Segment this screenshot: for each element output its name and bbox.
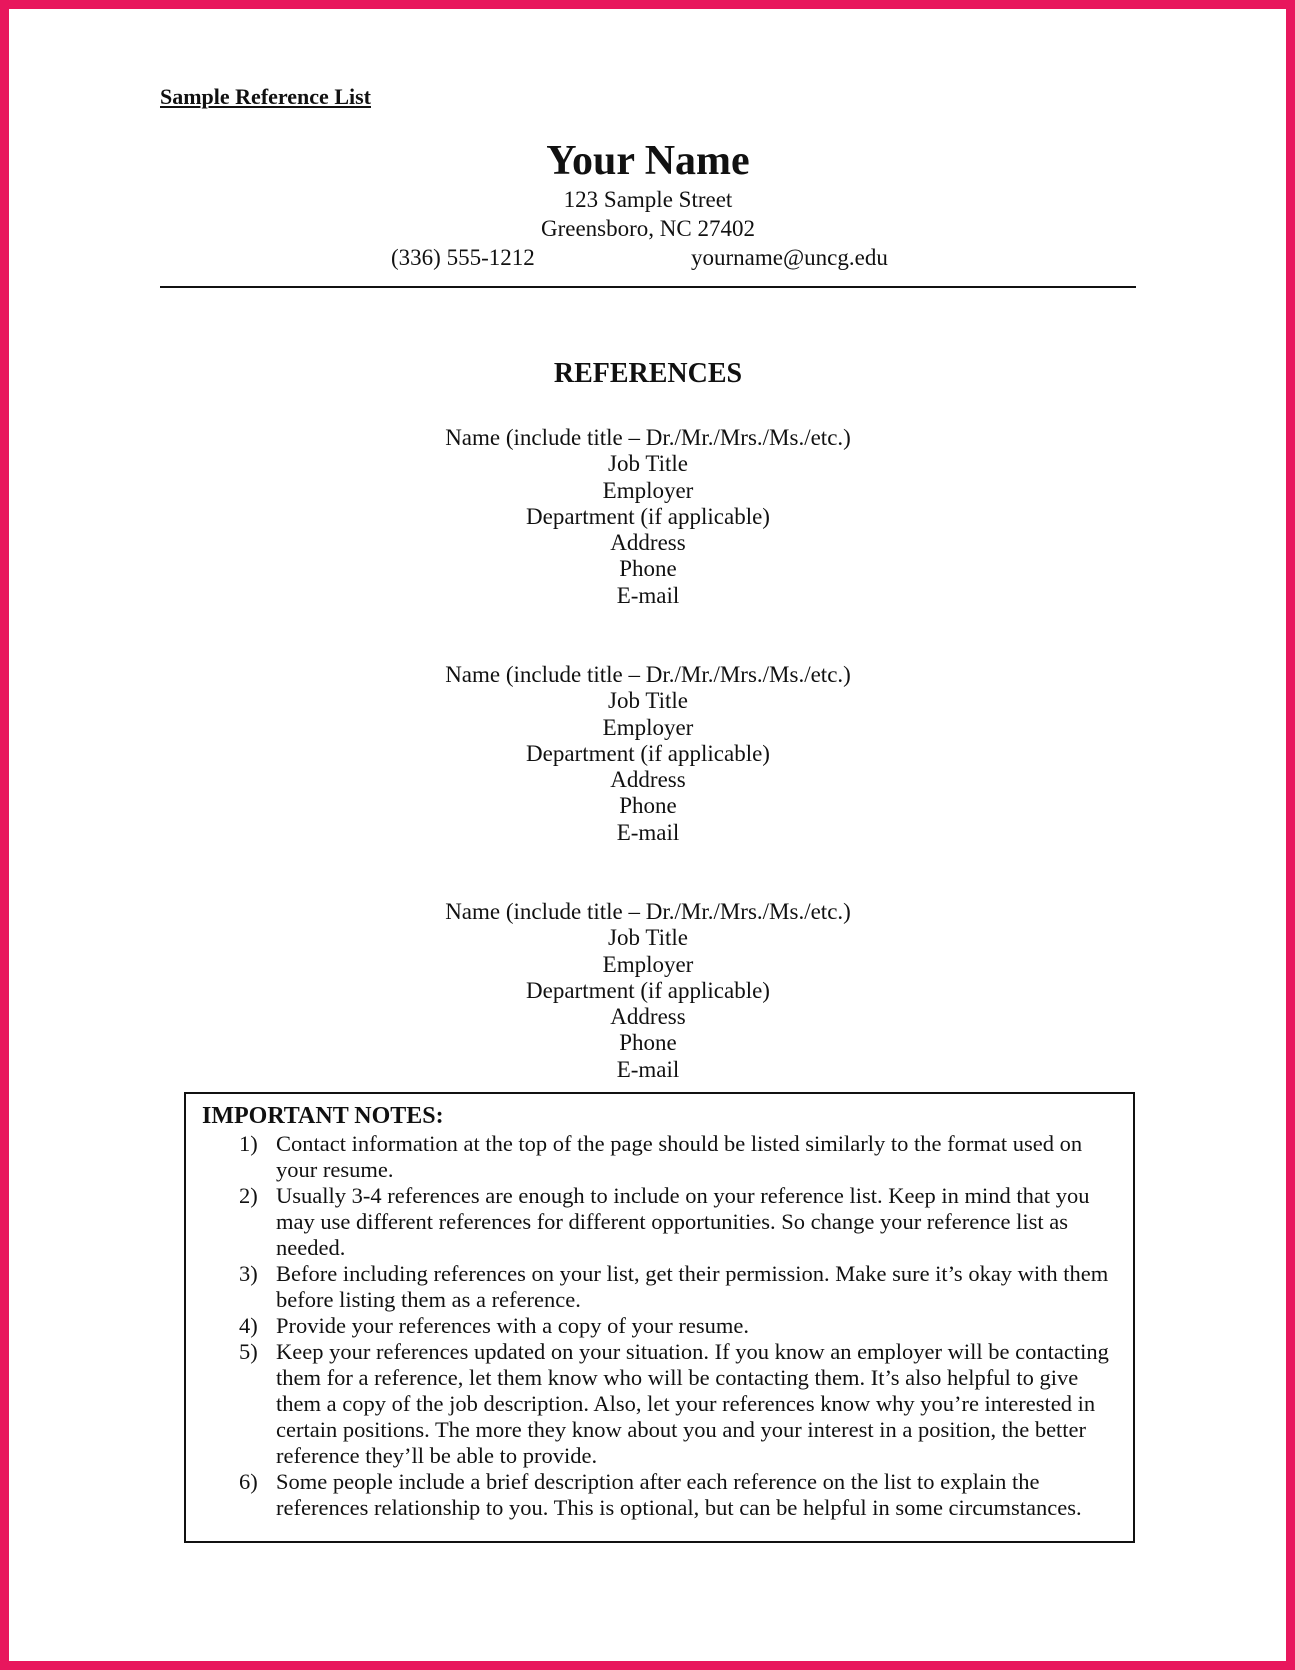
reference-department: Department (if applicable) [526,977,770,1003]
note-number: 2) [239,1183,258,1208]
note-number: 3) [239,1261,258,1286]
reference-employer: Employer [602,714,694,740]
header-divider [160,286,1136,288]
note-text: Some people include a brief description after each reference on the list to explain the references relationship to you. This is optional, but can be helpful in some circumstances. [276,1469,1082,1520]
header-phone: (336) 555-1212 [391,245,535,270]
note-item [202,1313,1119,1339]
note-text: Provide your references with a copy of your resume. [276,1313,749,1338]
note-number: 1) [239,1131,258,1156]
note-text: Contact information at the top of the page should be listed similarly to the format used on your resume. [276,1131,1083,1182]
reference-entry [160,899,1136,1083]
note-item [202,1339,1119,1469]
note-number: 5) [239,1339,258,1364]
reference-department: Department (if applicable) [526,740,770,766]
note-text: Before including references on your list, get their permission. Make sure it’s okay with them before listing them as a reference. [276,1261,1109,1312]
reference-name: Name (include title – Dr./Mr./Mrs./Ms./etc.) [445,425,851,450]
reference-job-title: Job Title [608,925,688,951]
reference-name: Name (include title – Dr./Mr./Mrs./Ms./etc.) [445,662,851,687]
reference-address: Address [610,1004,686,1030]
important-notes-box [184,1092,1135,1543]
reference-name: Name (include title – Dr./Mr./Mrs./Ms./etc.) [445,899,851,924]
note-text: Keep your references updated on your situation. If you know an employer will be contacting them for a reference, let them know who will be contacting them. It’s also helpful to give them a copy of the job description. Also, let your references know why you’re interested in certain positions. The more they know about you and your interest in a position, the better reference they’ll be able to provide. [276,1339,1109,1468]
sample-title: Sample Reference List [160,84,371,109]
reference-job-title: Job Title [608,451,688,477]
note-item [202,1261,1119,1313]
reference-employer: Employer [602,951,694,977]
reference-job-title: Job Title [608,688,688,714]
note-text: Usually 3-4 references are enough to include on your reference list. Keep in mind that you may use different references for different opportunities. So change your reference list as needed. [276,1183,1090,1260]
reference-email: E-mail [616,819,680,845]
reference-employer: Employer [602,477,694,503]
reference-entry [160,425,1136,609]
header-name: Your Name [546,138,750,184]
reference-phone: Phone [619,793,677,819]
header-email: yourname@uncg.edu [691,245,888,270]
notes-heading: IMPORTANT NOTES: [202,1103,444,1129]
note-item [202,1183,1119,1261]
note-number: 6) [239,1469,258,1494]
reference-entry [160,662,1136,846]
header-city-state-zip: Greensboro, NC 27402 [541,216,755,241]
note-item [202,1469,1119,1521]
header-street: 123 Sample Street [563,187,733,212]
reference-phone: Phone [619,556,677,582]
note-number: 4) [239,1313,258,1338]
reference-department: Department (if applicable) [526,503,770,529]
references-heading: REFERENCES [553,358,743,389]
reference-email: E-mail [616,1056,680,1082]
reference-address: Address [610,530,686,556]
reference-phone: Phone [619,1030,677,1056]
reference-address: Address [610,767,686,793]
reference-email: E-mail [616,582,680,608]
note-item [202,1131,1119,1183]
